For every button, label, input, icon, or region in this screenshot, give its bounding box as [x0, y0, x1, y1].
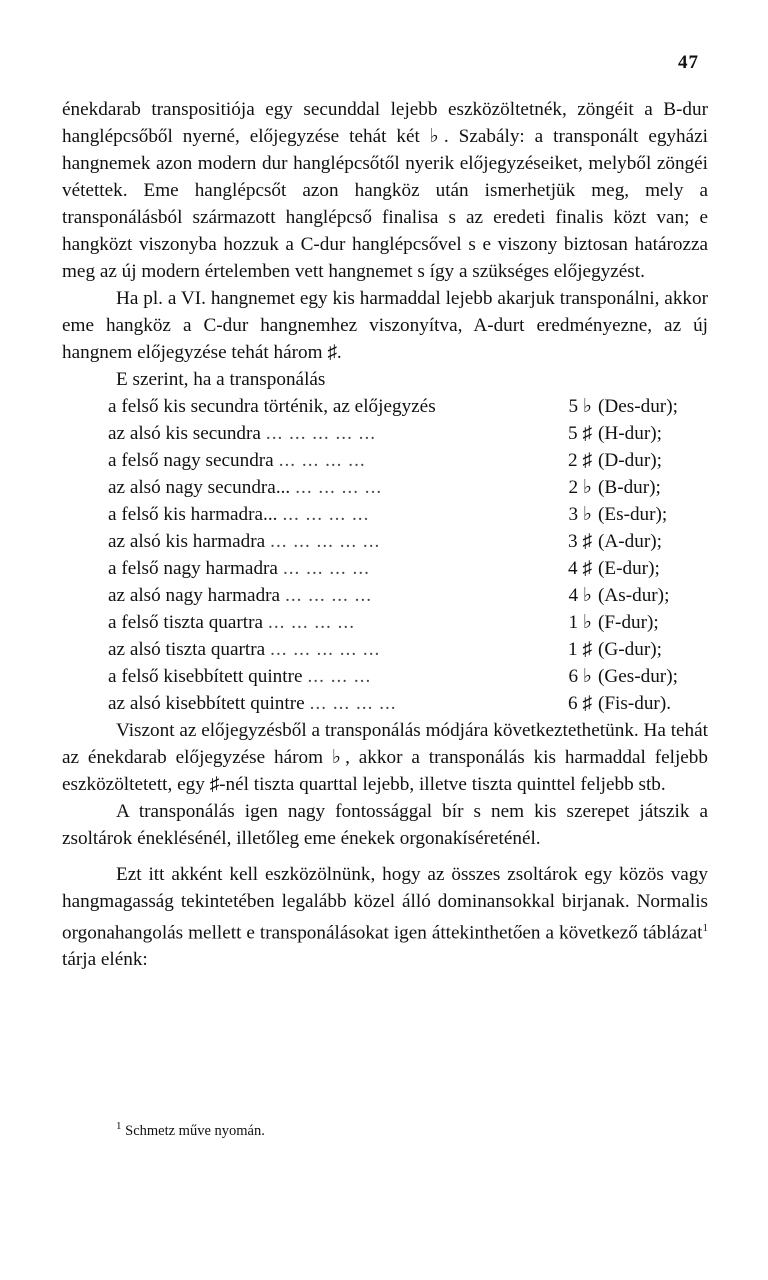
paragraph-1: énekdarab transpositiója egy secunddal lejebb eszközöltetnék, zöngéit a B-dur hanglépcsőből nyerné, előjegyzése tehát két ♭. Szabály: a transponált egyházi hangnemek azon modern dur hanglépcsőtől nyerik előjegyzéseiket, melyből zöngéi vétettek. Eme hanglépcsőt azon hangköz után ismerhetjük meg, mely a transponálásból származott hanglépcső finalisa s az eredeti finalis közt van; e hangközt viszonyba hozzuk a C-dur hanglépcsővel s e viszony biztosan határozza meg az új modern értelemben vett hangnemet s így a szükséges előjegyzést.	[62, 99, 708, 282]
list-item: az alsó kis harmadra ... ... ... ... ... 3 ♯ (A-dur);	[108, 531, 662, 552]
list-item: az alsó tiszta quartra ... ... ... ... ... 1 ♯ (G-dur);	[108, 639, 662, 660]
list-item: az alsó nagy harmadra ... ... ... ... 4 ♭ (As-dur);	[108, 585, 670, 606]
footnote-text: Schmetz műve nyomán.	[121, 1122, 265, 1139]
transposition-list	[108, 393, 708, 717]
footnote-ref: 1	[702, 922, 708, 934]
paragraph-3: Viszont az előjegyzésből a transponálás módjára következtethetünk. Ha tehát az énekdarab előjegyzése három ♭, akkor a transponálás kis harmaddal feljebb eszközöltetett, egy ♯-nél tiszta quarttal lejebb, illetve tiszta quinttel feljebb stb.	[62, 720, 708, 795]
list-item: a felső kis secundra történik, az előjegyzés 5 ♭ (Des-dur);	[108, 396, 678, 417]
list-item: az alsó kisebbített quintre ... ... ... ... 6 ♯ (Fis-dur).	[108, 693, 672, 714]
list-item: a felső nagy secundra ... ... ... ... 2 ♯ (D-dur);	[108, 450, 662, 471]
list-item: az alsó nagy secundra... ... ... ... ... 2 ♭ (B-dur);	[108, 477, 661, 498]
footnote	[116, 1120, 265, 1140]
page-number: 47	[678, 52, 699, 73]
list-item: a felső nagy harmadra ... ... ... ... 4 ♯ (E-dur);	[108, 558, 660, 579]
paragraph-2: Ha pl. a VI. hangnemet egy kis harmaddal lejebb akarjuk transponálni, akkor eme hangköz a C-dur hangnemhez viszonyítva, A-durt eredményezne, az új hangnem előjegyzése tehát három ♯.	[62, 288, 708, 363]
footnote-marker: 1	[116, 1120, 122, 1132]
body-text	[62, 96, 708, 973]
paragraph-5-end: tárja elénk:	[62, 949, 148, 971]
paragraph-5	[62, 861, 708, 973]
paragraph-5-text: Ezt itt akként kell eszközölnünk, hogy az összes zsoltárok egy közös vagy hangmagasság tekintetében legalább közel álló dominansokkal birjanak. Normalis orgonahangolás mellett e transponálásokat igen áttekinthetően a következő táblázat	[62, 864, 708, 944]
list-item: a felső kis harmadra... ... ... ... ... 3 ♭ (Es-dur);	[108, 504, 668, 525]
list-item: a felső kisebbített quintre ... ... ... 6 ♭ (Ges-dur);	[108, 666, 678, 687]
list-item: az alsó kis secundra ... ... ... ... ... 5 ♯ (H-dur);	[108, 423, 662, 444]
list-intro: E szerint, ha a transponálás	[116, 369, 326, 390]
list-item: a felső tiszta quartra ... ... ... ... 1 ♭ (F-dur);	[108, 612, 659, 633]
paragraph-4: A transponálás igen nagy fontossággal bír s nem kis szerepet játszik a zsoltárok éneklésénél, illetőleg eme énekek orgonakíséreténél.	[62, 801, 708, 849]
